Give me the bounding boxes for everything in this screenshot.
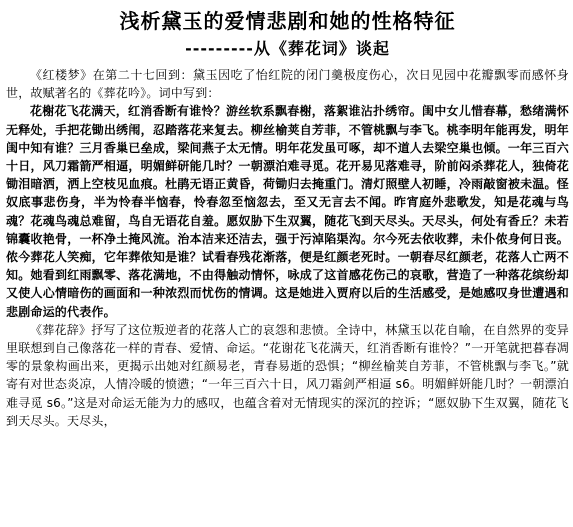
intro-paragraph: 《红楼梦》在第二十七回到：黛玉因吃了怡红院的闭门羹极度伤心，次日见园中花瓣飘零而感怀身世，故赋著名的《葬花吟》。词中写到： <box>6 68 569 101</box>
analysis-paragraph: 《葬花辞》抒写了这位叛逆者的花落人亡的哀怨和悲愤。全诗中，林黛玉以花自喻，在自然界的变异里联想到自己像落花一样的青春、爱情、命运。“花谢花飞花满天，红消香断有谁怜？”一开笔就把暮春凋零的景象构画出来，更揭示出她对红颜易老，青春易逝的恐惧；“柳丝榆荚自芳菲，不管桃飘与李飞。”就寄有对世态炎凉，人情冷暖的愤懑；“一年三百六十日，风刀霜剑严相逼 s6。明媚鲜妍能几时？一朝漂泊难寻觅 s6。”这是对命运无能为力的感叹，也蕴含着对无情现实的深沉的控诉；“愿奴胁下生双翼，随花飞到天尽头。天尽头， <box>6 322 569 428</box>
article-body <box>6 66 569 430</box>
article-subtitle: ---------从《葬花词》谈起 <box>185 39 390 58</box>
article-title: 浅析黛玉的爱情悲剧和她的性格特征 <box>119 9 456 33</box>
poem-paragraph: 花榭花飞花满天，红消香断有谁怜？游丝软系飘春榭，落絮谁沾扑绣帘。闺中女儿惜春幕，愁绪满怀无释处，手把花锄出绣闱，忍踏落花来复去。柳丝榆荚自芳菲，不管桃飘与李飞。桃李明年能再发，明年闺中知有谁？三月香巢已垒成，梁间燕子太无情。明年花发虽可啄，却不道人去梁空巢也倾。一年三百六十日，风刀霜箭严相逼，明媚鲜研能几时？一朝漂泊难寻觅。花开易见落难寻，阶前闷杀葬花人，独倚花锄泪暗洒，洒上空枝见血痕。杜鹃无语正黄昏，荷锄归去掩重门。清灯照壁人初睡，冷雨敲窗被未温。怪奴底事悲伤身，半为怜春半恼春，怜春忽至恼忽去，至又无言去不闻。昨宵庭外悲歌发，知是花魂与鸟魂？花魂鸟魂总难留，鸟自无语花自羞。愿奴胁下生双翼，随花飞到天尽头。天尽头，何处有香丘？未若锦囊收艳骨，一杯净土掩风流。治本洁来还洁去，强于污淖陷渠沟。尔今死去依收葬，未仆侬身何日丧。侬今葬花人笑痴，它年葬侬知是谁？试看春残花渐落，便是红颜老死时。一朝春尽红颜老，花落人亡两不知。她看到红雨飘零、落花满地，不由得触动情怀，咏成了这首感花伤己的哀歌，营造了一种落花缤纷却又使人心情暗伤的画面和一种浓烈而忧伤的情调。这是她进入贾府以后的生活感受，是她感叹身世遭遇和悲剧命运的代表作。 <box>6 104 569 319</box>
